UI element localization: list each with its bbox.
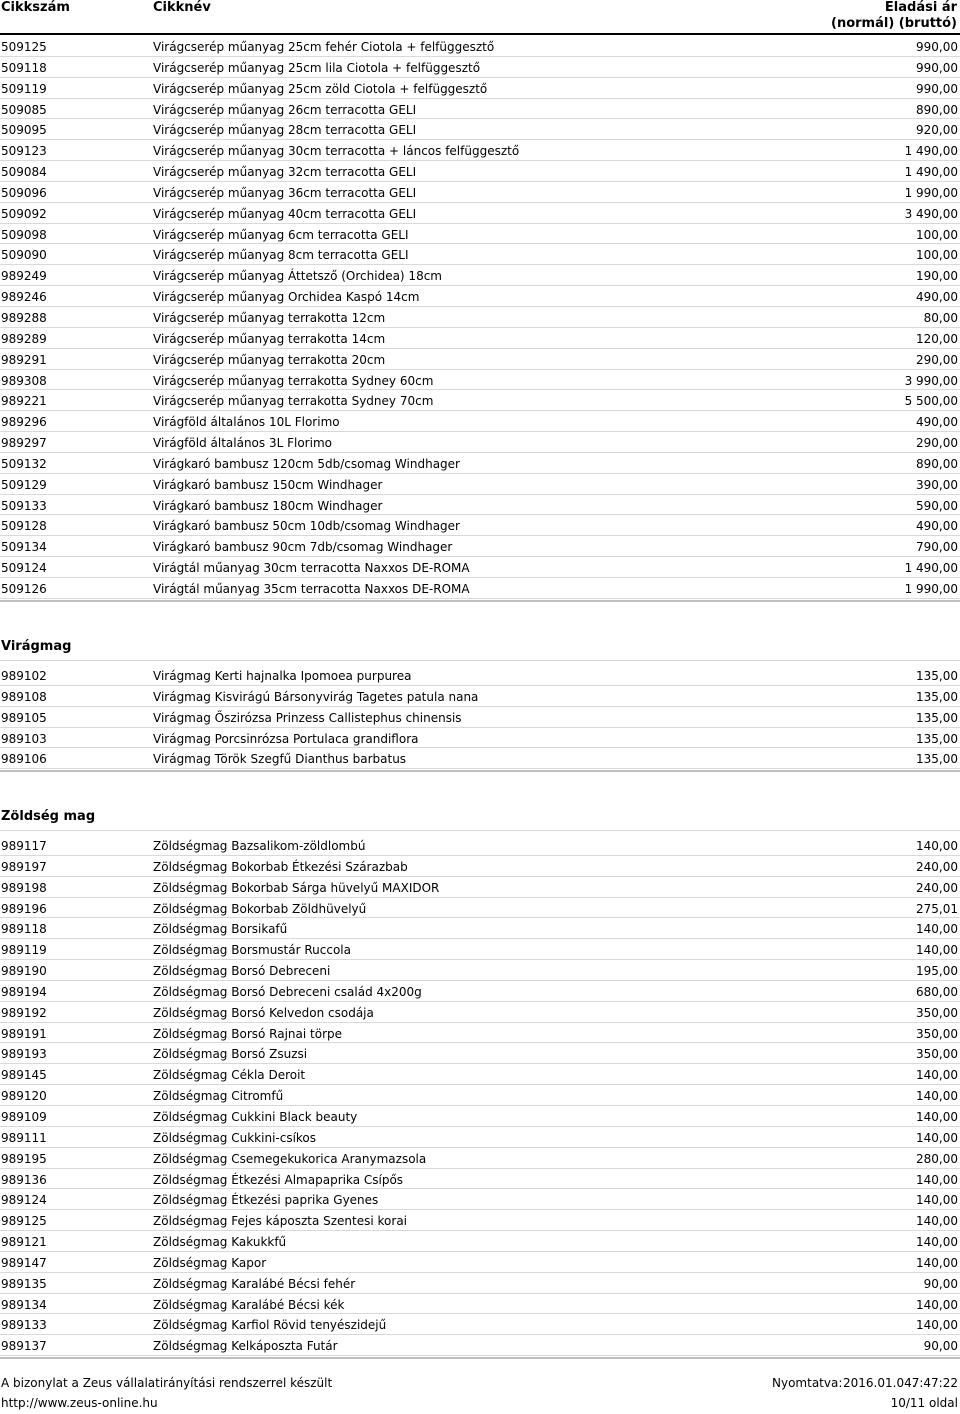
item-price: 80,00 (923, 310, 958, 325)
table-row (0, 665, 960, 686)
item-code: 989192 (1, 1005, 47, 1020)
item-name: Virágcserép műanyag terrakotta 12cm (153, 310, 386, 325)
item-price: 135,00 (916, 731, 958, 746)
table-row (0, 1106, 960, 1127)
table-row (0, 328, 960, 349)
item-name: Zöldségmag Borsikafű (153, 922, 288, 937)
table-row (0, 1002, 960, 1023)
item-price: 490,00 (916, 290, 958, 305)
item-code: 509096 (1, 185, 47, 200)
item-code: 989124 (1, 1193, 47, 1208)
table-row (0, 536, 960, 557)
section-flowerpots (0, 36, 960, 602)
item-code: 509128 (1, 519, 47, 534)
item-name: Zöldségmag Borsó Zsuzsi (153, 1047, 308, 1062)
item-name: Zöldségmag Csemegekukorica Aranymazsola (153, 1151, 427, 1166)
item-name: Virágcserép műanyag 25cm fehér Ciotola + felfüggesztő (153, 40, 495, 54)
item-price: 490,00 (916, 415, 958, 430)
table-row (0, 707, 960, 728)
item-code: 509126 (1, 581, 47, 596)
item-name: Virágföld általános 10L Florimo (153, 415, 340, 430)
table-row (0, 1210, 960, 1231)
item-code: 989196 (1, 901, 47, 916)
item-price: 590,00 (916, 498, 958, 513)
item-price: 680,00 (916, 984, 958, 999)
table-row (0, 286, 960, 307)
item-name: Virágkaró bambusz 150cm Windhager (153, 477, 383, 492)
table-row (0, 748, 960, 769)
item-price: 140,00 (916, 839, 958, 853)
table-row (0, 78, 960, 99)
item-name: Virágcserép műanyag 30cm terracotta + láncos felfüggesztő (153, 144, 520, 159)
item-code: 989134 (1, 1297, 47, 1312)
item-code: 989102 (1, 669, 47, 683)
item-code: 509098 (1, 227, 47, 242)
item-price: 100,00 (916, 227, 958, 242)
item-code: 989145 (1, 1068, 47, 1083)
item-price: 990,00 (916, 60, 958, 75)
item-name: Zöldségmag Borsó Rajnai törpe (153, 1026, 343, 1041)
table-row (0, 1127, 960, 1148)
item-name: Virágkaró bambusz 50cm 10db/csomag Windhager (153, 519, 460, 534)
item-price: 1 490,00 (904, 165, 958, 180)
item-code: 509132 (1, 456, 47, 471)
section-vegetable-seeds (0, 835, 960, 1359)
table-row (0, 432, 960, 453)
item-name: Zöldségmag Karfiol Rövid tenyészidejű (153, 1318, 387, 1333)
table-row (0, 1064, 960, 1085)
table-row (0, 981, 960, 1002)
table-row (0, 515, 960, 536)
item-name: Virágcserép műanyag 40cm terracotta GELI (153, 206, 417, 221)
item-code: 989120 (1, 1089, 47, 1104)
table-row (0, 244, 960, 265)
item-price: 140,00 (916, 922, 958, 937)
item-code: 989136 (1, 1172, 47, 1187)
table-row (0, 1085, 960, 1106)
section-divider (0, 770, 960, 772)
item-name: Virágcserép műanyag terrakotta 20cm (153, 352, 386, 367)
item-code: 509123 (1, 144, 47, 159)
table-row (0, 57, 960, 78)
item-name: Virágtál műanyag 35cm terracotta Naxxos DE-ROMA (153, 581, 470, 596)
item-price: 390,00 (916, 477, 958, 492)
item-code: 989246 (1, 290, 47, 305)
item-code: 989308 (1, 373, 47, 388)
item-name: Zöldségmag Bazsalikom-zöldlombú (153, 839, 366, 853)
item-price: 490,00 (916, 519, 958, 534)
item-name: Virágkaró bambusz 180cm Windhager (153, 498, 383, 513)
header-name: Cikknév (153, 0, 211, 15)
table-row (0, 36, 960, 57)
item-price: 140,00 (916, 1089, 958, 1104)
item-price: 280,00 (916, 1151, 958, 1166)
item-name: Virágcserép műanyag 6cm terracotta GELI (153, 227, 409, 242)
item-name: Virágmag Kerti hajnalka Ipomoea purpurea (153, 669, 412, 683)
section-title-divider (0, 660, 960, 661)
item-price: 100,00 (916, 248, 958, 263)
item-price: 140,00 (916, 1235, 958, 1250)
item-code: 989147 (1, 1255, 47, 1270)
table-row (0, 1189, 960, 1210)
table-row (0, 265, 960, 286)
item-name: Zöldségmag Borsó Debreceni (153, 964, 331, 979)
item-code: 989108 (1, 689, 47, 704)
section-divider (0, 600, 960, 602)
item-name: Zöldségmag Borsó Debreceni család 4x200g (153, 984, 422, 999)
item-price: 990,00 (916, 81, 958, 96)
table-row (0, 140, 960, 161)
table-row (0, 856, 960, 877)
item-code: 989111 (1, 1130, 47, 1145)
item-price: 135,00 (916, 752, 958, 767)
table-row (0, 411, 960, 432)
table-row (0, 224, 960, 245)
table-row (0, 728, 960, 749)
item-price: 920,00 (916, 123, 958, 138)
item-name: Zöldségmag Citromfű (153, 1089, 284, 1104)
table-row (0, 1231, 960, 1252)
table-row (0, 370, 960, 391)
item-price: 290,00 (916, 436, 958, 451)
table-row (0, 307, 960, 328)
table-row (0, 939, 960, 960)
item-code: 989197 (1, 859, 47, 874)
printed-date: 2016.01.04. (843, 1376, 916, 1390)
item-code: 989291 (1, 352, 47, 367)
item-name: Zöldségmag Bokorbab Étkezési Szárazbab (153, 859, 408, 874)
item-name: Virágcserép műanyag 32cm terracotta GELI (153, 165, 417, 180)
table-row (0, 877, 960, 898)
item-code: 989249 (1, 269, 47, 284)
item-code: 509084 (1, 165, 47, 180)
item-price: 240,00 (916, 880, 958, 895)
item-price: 1 490,00 (904, 561, 958, 576)
item-name: Virágmag Török Szegfű Dianthus barbatus (153, 752, 407, 767)
table-row (0, 119, 960, 140)
table-row (0, 1148, 960, 1169)
item-name: Zöldségmag Kakukkfű (153, 1235, 287, 1250)
item-code: 989119 (1, 943, 47, 958)
item-price: 3 490,00 (904, 206, 958, 221)
item-code: 989193 (1, 1047, 47, 1062)
section-title: Zöldség mag (1, 809, 96, 824)
item-code: 989191 (1, 1026, 47, 1041)
table-row (0, 1043, 960, 1064)
table-row (0, 349, 960, 370)
header-code: Cikkszám (1, 0, 70, 15)
table-row (0, 203, 960, 224)
item-price: 195,00 (916, 964, 958, 979)
table-row (0, 1273, 960, 1294)
item-code: 989195 (1, 1151, 47, 1166)
table-row (0, 557, 960, 578)
item-name: Virágcserép műanyag 36cm terracotta GELI (153, 185, 417, 200)
item-code: 989133 (1, 1318, 47, 1333)
item-code: 989198 (1, 880, 47, 895)
table-row (0, 1252, 960, 1273)
item-code: 989117 (1, 839, 47, 853)
item-name: Virágtál műanyag 30cm terracotta Naxxos DE-ROMA (153, 561, 470, 576)
table-row (0, 835, 960, 856)
item-name: Zöldségmag Borsó Kelvedon csodája (153, 1005, 374, 1020)
item-price: 140,00 (916, 1214, 958, 1229)
item-name: Virágcserép műanyag 25cm zöld Ciotola + felfüggesztő (153, 81, 488, 96)
table-row (0, 474, 960, 495)
item-price: 3 990,00 (904, 373, 958, 388)
item-price: 890,00 (916, 102, 958, 117)
item-code: 509085 (1, 102, 47, 117)
page-number: 10/11 oldal (890, 1396, 958, 1410)
item-code: 509133 (1, 498, 47, 513)
item-price: 350,00 (916, 1005, 958, 1020)
item-code: 989194 (1, 984, 47, 999)
table-row (0, 1169, 960, 1190)
item-price: 190,00 (916, 269, 958, 284)
item-code: 989221 (1, 394, 47, 409)
item-name: Zöldségmag Karalábé Bécsi fehér (153, 1276, 356, 1291)
item-code: 989125 (1, 1214, 47, 1229)
item-name: Virágcserép műanyag Áttetsző (Orchidea) 18cm (153, 269, 442, 284)
item-name: Virágcserép műanyag Orchidea Kaspó 14cm (153, 290, 420, 305)
item-name: Zöldségmag Fejes káposzta Szentesi korai (153, 1214, 408, 1229)
section-divider (0, 1357, 960, 1359)
item-code: 509092 (1, 206, 47, 221)
item-code: 989106 (1, 752, 47, 767)
item-price: 990,00 (916, 40, 958, 54)
item-price: 140,00 (916, 1172, 958, 1187)
table-row (0, 495, 960, 516)
item-code: 509125 (1, 40, 47, 54)
item-name: Virágcserép műanyag terrakotta Sydney 60cm (153, 373, 434, 388)
item-code: 989288 (1, 310, 47, 325)
item-name: Zöldségmag Kelkáposzta Futár (153, 1339, 338, 1354)
table-row (0, 898, 960, 919)
item-price: 275,01 (916, 901, 958, 916)
item-name: Virágcserép műanyag 25cm lila Ciotola + felfüggesztő (153, 60, 481, 75)
item-code: 989135 (1, 1276, 47, 1291)
item-price: 1 990,00 (904, 581, 958, 596)
item-code: 989105 (1, 710, 47, 725)
item-price: 90,00 (923, 1339, 958, 1354)
table-row (0, 1294, 960, 1315)
item-price: 120,00 (916, 331, 958, 346)
table-header (0, 0, 960, 34)
printed-label: Nyomtatva: (772, 1376, 843, 1390)
section-title: Virágmag (1, 639, 72, 654)
item-name: Zöldségmag Borsmustár Ruccola (153, 943, 351, 958)
item-code: 989297 (1, 436, 47, 451)
footer-link[interactable]: http://www.zeus-online.hu (1, 1396, 158, 1410)
item-name: Virágcserép műanyag 28cm terracotta GELI (153, 123, 417, 138)
item-name: Zöldségmag Cukkini Black beauty (153, 1109, 358, 1124)
item-code: 509134 (1, 540, 47, 555)
item-code: 989296 (1, 415, 47, 430)
item-price: 140,00 (916, 1318, 958, 1333)
item-code: 989289 (1, 331, 47, 346)
item-price: 135,00 (916, 689, 958, 704)
item-code: 989121 (1, 1235, 47, 1250)
item-name: Virágmag Kisvirágú Bársonyvirág Tagetes patula nana (153, 689, 479, 704)
item-name: Zöldségmag Bokorbab Sárga hüvelyű MAXIDOR (153, 880, 440, 895)
item-name: Virágcserép műanyag 26cm terracotta GELI (153, 102, 417, 117)
item-name: Virágmag Porcsinrózsa Portulaca grandiflora (153, 731, 419, 746)
item-code: 989103 (1, 731, 47, 746)
item-code: 989109 (1, 1109, 47, 1124)
item-name: Zöldségmag Karalábé Bécsi kék (153, 1297, 345, 1312)
footer-text: A bizonylat a Zeus vállalatirányítási rendszerrel készült (1, 1376, 333, 1390)
item-name: Zöldségmag Étkezési Almapaprika Csípős (153, 1172, 404, 1187)
item-name: Zöldségmag Étkezési paprika Gyenes (153, 1193, 379, 1208)
table-row (0, 918, 960, 939)
item-code: 989190 (1, 964, 47, 979)
item-price: 140,00 (916, 1068, 958, 1083)
item-name: Virágkaró bambusz 120cm 5db/csomag Windhager (153, 456, 460, 471)
item-price: 1 490,00 (904, 144, 958, 159)
item-price: 350,00 (916, 1026, 958, 1041)
item-price: 5 500,00 (904, 394, 958, 409)
item-name: Zöldségmag Cékla Deroit (153, 1068, 306, 1083)
item-price: 790,00 (916, 540, 958, 555)
table-row (0, 1314, 960, 1335)
table-row (0, 1335, 960, 1356)
item-price: 140,00 (916, 1130, 958, 1145)
item-code: 509119 (1, 81, 47, 96)
item-name: Zöldségmag Kapor (153, 1255, 267, 1270)
item-price: 350,00 (916, 1047, 958, 1062)
item-code: 509090 (1, 248, 47, 263)
table-row (0, 686, 960, 707)
table-row (0, 578, 960, 599)
table-row (0, 960, 960, 981)
item-price: 290,00 (916, 352, 958, 367)
item-name: Virágkaró bambusz 90cm 7db/csomag Windhager (153, 540, 453, 555)
item-price: 140,00 (916, 1297, 958, 1312)
section-flower-seeds (0, 665, 960, 772)
item-code: 509095 (1, 123, 47, 138)
item-price: 140,00 (916, 943, 958, 958)
item-price: 1 990,00 (904, 185, 958, 200)
item-code: 509118 (1, 60, 47, 75)
header-divider (0, 33, 960, 35)
table-row (0, 1023, 960, 1044)
item-price: 240,00 (916, 859, 958, 874)
header-price: Eladási ár (884, 0, 957, 15)
item-name: Zöldségmag Bokorbab Zöldhüvelyű (153, 901, 367, 916)
item-price: 135,00 (916, 710, 958, 725)
item-code: 509129 (1, 477, 47, 492)
item-price: 140,00 (916, 1109, 958, 1124)
section-title-divider (0, 830, 960, 831)
item-name: Virágcserép műanyag terrakotta Sydney 70cm (153, 394, 434, 409)
item-code: 989137 (1, 1339, 47, 1354)
item-code: 509124 (1, 561, 47, 576)
item-name: Virágmag Őszirózsa Prinzess Callistephus chinensis (153, 710, 462, 725)
printed-time: 7:47:22 (911, 1376, 958, 1390)
item-name: Virágföld általános 3L Florimo (153, 436, 332, 451)
item-name: Virágcserép műanyag terrakotta 14cm (153, 331, 386, 346)
table-row (0, 453, 960, 474)
item-code: 989118 (1, 922, 47, 937)
item-price: 90,00 (923, 1276, 958, 1291)
item-name: Zöldségmag Cukkini-csíkos (153, 1130, 317, 1145)
item-price: 890,00 (916, 456, 958, 471)
item-price: 140,00 (916, 1255, 958, 1270)
table-row (0, 99, 960, 120)
header-price-sub: (normál) (bruttó) (831, 16, 957, 31)
table-row (0, 161, 960, 182)
item-price: 135,00 (916, 669, 958, 683)
item-price: 140,00 (916, 1193, 958, 1208)
table-row (0, 390, 960, 411)
item-name: Virágcserép műanyag 8cm terracotta GELI (153, 248, 409, 263)
table-row (0, 182, 960, 203)
